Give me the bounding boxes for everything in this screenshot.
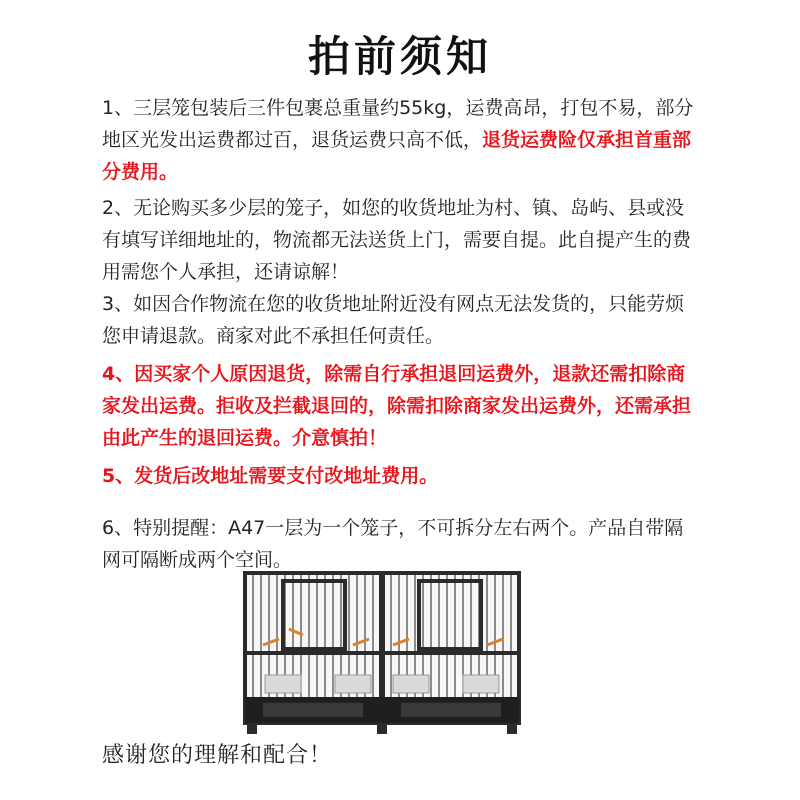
notice-1-highlight: 退货运费险仅承担首重部分费用。 [102, 129, 692, 183]
page-title: 拍前须知 [307, 32, 492, 81]
notice-1 [102, 92, 702, 188]
notice-6: 6、特别提醒：A47一层为一个笼子，不可拆分左右两个。产品自带隔网可隔断成两个空间。 [102, 517, 684, 571]
notice-4: 4、因买家个人原因退货，除需自行承担退回运费外，退款还需扣除商家发出运费。拒收及拦截退回的，除需扣除商家发出运费外，还需承担由此产生的退回运费。介意慎拍！ [102, 363, 692, 449]
bird-cage-image [243, 571, 521, 736]
closing-thanks: 感谢您的理解和配合！ [102, 743, 333, 768]
notice-1-text: 1、三层笼包装后三件包裹总重量约55kg，运费高昂，打包不易，部分地区光发出运费都过百，退货运费只高不低， [102, 97, 694, 151]
notice-3: 3、如因合作物流在您的收货地址附近没有网点无法发货的，只能劳烦您申请退款。商家对此不承担任何责任。 [102, 293, 685, 347]
notice-2: 2、无论购买多少层的笼子，如您的收货地址为村、镇、岛屿、县或没有填写详细地址的，物流都无法送货上门，需要自提。此自提产生的费用需您个人承担，还请谅解！ [102, 197, 692, 283]
notice-5: 5、发货后改地址需要支付改地址费用。 [102, 465, 439, 487]
